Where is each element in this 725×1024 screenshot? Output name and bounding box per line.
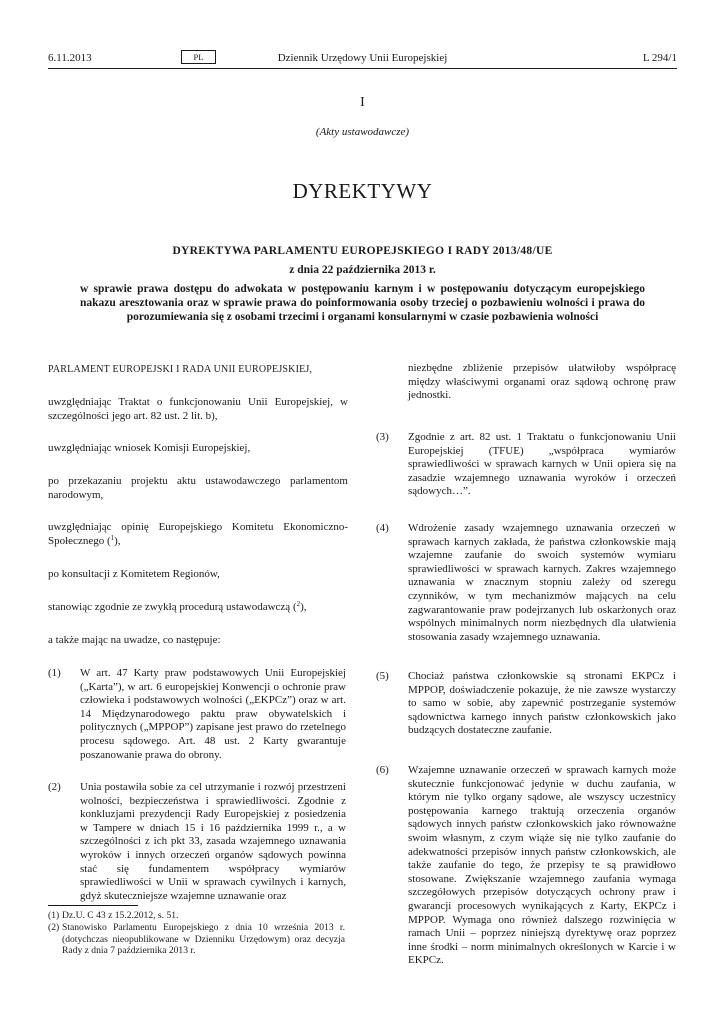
journal-title: Dziennik Urzędowy Unii Europejskiej (277, 52, 448, 64)
footnote-text: Dz.U. C 43 z 15.2.2012, s. 51. (62, 910, 179, 921)
recital-number: (5) (376, 670, 389, 682)
recital-text: W art. 47 Karty praw podstawowych Unii Europejskiej („Karta”), w art. 6 europejskiej Konwencji o ochronie praw człowieka i podstawowych wolności („EKPCz”) oraz w art. 14 Międzynarodowego paktu praw obywatelskich i politycznych („MPPOP”) zapisane jest prawo do rzetelnego procesu sądowego. Art. 48 ust. 2 Karty gwarantuje poszanowanie prawa do obrony. (80, 667, 346, 761)
preamble-whereas: a także mając na uwadze, co następuje: (48, 634, 221, 646)
preamble-citation-regions: po konsultacji z Komitetem Regionów, (48, 568, 220, 580)
page-number: L 294/1 (642, 52, 677, 64)
section-acts-label: (Akty ustawodawcze) (315, 126, 410, 138)
preamble-citation-procedure: stanowiąc zgodnie ze zwykłą procedurą ustawodawczą ($^2$), (48, 600, 307, 613)
directive-date: z dnia 22 października 2013 r. (289, 264, 436, 276)
preamble-citation-procedure-text: stanowiąc zgodnie ze zwykłą procedurą ustawodawczą (48, 601, 291, 613)
preamble-citation-parliaments: po przekazaniu projektu aktu ustawodawczego parlamentom narodowym, (48, 475, 348, 501)
page-header (48, 50, 677, 67)
preamble-citation-eesc: uwzględniając opinię Europejskiego Komitetu Ekonomiczno-Społecznego ($^1$), (48, 521, 348, 547)
recital-text: Unia postawiła sobie za cel utrzymanie i rozwój przestrzeni wolności, bezpieczeństwa i sprawiedliwości. Zgodnie z konkluzjami prezydencji Rady Europejskiej z posiedzenia w Tampere w dniach 15 i 16 października 1999 r., a w szczególności z ich pkt 33, zasada wzajemnego uznawania wyroków i innych orzeczeń organów sądowych powinna stać się fundamentem współpracy wymiarów sprawiedliwości w Unii w sprawach cywilnych i karnych, gdyż skuteczniejsze wzajemne uznawanie oraz (80, 781, 346, 902)
preamble-citation-treaty: uwzględniając Traktat o funkcjonowaniu Unii Europejskiej, w szczególności jego art. 82 ust. 2 lit. b), (48, 396, 348, 422)
recital-text: Wzajemne uznawanie orzeczeń w sprawach karnych może skutecznie funkcjonować jedynie w duchu zaufania, w którym nie tylko organy sądowe, ale wszyscy uczestnicy postępowania karnego traktują orzeczenia organów sądowych innych państw członkowskich jako równoważne swoim własnym, z czym wiąże się nie tylko zaufanie do adekwatności przepisów innych państw członkowskich, ale także zaufanie do tego, że przepisy te są prawidłowo stosowane. Zwiększanie wzajemnego zaufania wymaga szczegółowych przepisów dotyczących ochrony praw i gwarancji procesowych wynikających z Karty, EKPCz i MPPOP. Wymaga ono również dalszego rozwinięcia w ramach Unii – poprzez niniejszą dyrektywę oraz poprzez inne środki – norm minimalnych określonych w Karcie i w EKPCz. (408, 764, 676, 967)
section-heading: DYREKTYWY (292, 179, 433, 203)
directive-title: DYREKTYWA PARLAMENTU EUROPEJSKIEGO I RADY 2013/48/UE (172, 245, 553, 257)
preamble-citation-proposal: uwzględniając wniosek Komisji Europejskiej, (48, 442, 251, 454)
punctuation: , (303, 601, 307, 613)
directive-subject: w sprawie prawa dostępu do adwokata w postępowaniu karnym i w postępowaniu dotyczącym europejskiego nakazu aresztowania oraz w sprawie prawa do poinformowania osoby trzeciej o pozbawieniu wolności i prawa do porozumiewania się z osobami trzecimi i organami konsularnymi w czasie pozbawienia wolności (80, 283, 645, 323)
section-roman-numeral: I (360, 95, 365, 110)
footnote-divider (48, 905, 138, 906)
recital-text: Chociaż państwa członkowskie są stronami EKPCz i MPPOP, doświadczenie pokazuje, że nie zawsze wystarczy to samo w sobie, aby zapewnić postrzeganie systemów sądownictwa karnego innych państw członkowskich jako budzących dostateczne zaufanie. (408, 670, 676, 737)
footnote (48, 922, 345, 957)
recital-number: (4) (376, 522, 389, 534)
publication-date: 6.11.2013 (48, 52, 92, 64)
footnote (48, 910, 345, 922)
preamble-parties: PARLAMENT EUROPEJSKI I RADA UNII EUROPEJSKIEJ, (48, 364, 313, 375)
header-divider (48, 68, 677, 69)
recital-number: (1) (48, 667, 61, 679)
recital-number: (3) (376, 431, 389, 443)
recital-number: (2) (48, 781, 61, 793)
recital-number: (6) (376, 764, 389, 776)
footnote-number: (2) (48, 922, 60, 933)
recital-text: Zgodnie z art. 82 ust. 1 Traktatu o funkcjonowaniu Unii Europejskiej (TFUE) „współpraca wymiarów sprawiedliwości w sprawach karnych w Unii opiera się na zasadzie wzajemnego uznawania wyroków i orzeczeń sądowych…”. (408, 431, 676, 498)
recital-text: Wdrożenie zasady wzajemnego uznawania orzeczeń w sprawach karnych zakłada, że państwa członkowskie mają wzajemne zaufanie do swoich systemów wymiaru sprawiedliwości w sprawach karnych. Zakres wzajemnego uznawania w znacznym stopniu zależy od szeregu czynników, w tym mechanizmów mających na celu zagwarantowanie praw podejrzanych lub oskarżonych oraz wspólnych minimalnych norm niezbędnych dla ułatwienia stosowania zasady wzajemnego uznawania. (408, 522, 676, 643)
punctuation: , (117, 534, 121, 547)
recital-text-continuation: niezbędne zbliżenie przepisów ułatwiłoby współpracę między właściwymi organami oraz sądową ochronę praw jednostki. (408, 362, 676, 402)
footnote-number: (1) (48, 910, 60, 921)
language-badge: PL (181, 50, 216, 64)
footnote-text: Stanowisko Parlamentu Europejskiego z dnia 10 września 2013 r. (dotychczas nieopublikowane w Dzienniku Urzędowym) oraz decyzja Rady z dnia 7 października 2013 r. (62, 922, 345, 956)
footnote-ref-2[interactable]: 2 (296, 600, 301, 608)
footnote-ref-1[interactable]: 1 (110, 533, 115, 542)
preamble-citation-eesc-text: uwzględniając opinię Europejskiego Komitetu Ekonomiczno-Społecznego (48, 521, 348, 547)
